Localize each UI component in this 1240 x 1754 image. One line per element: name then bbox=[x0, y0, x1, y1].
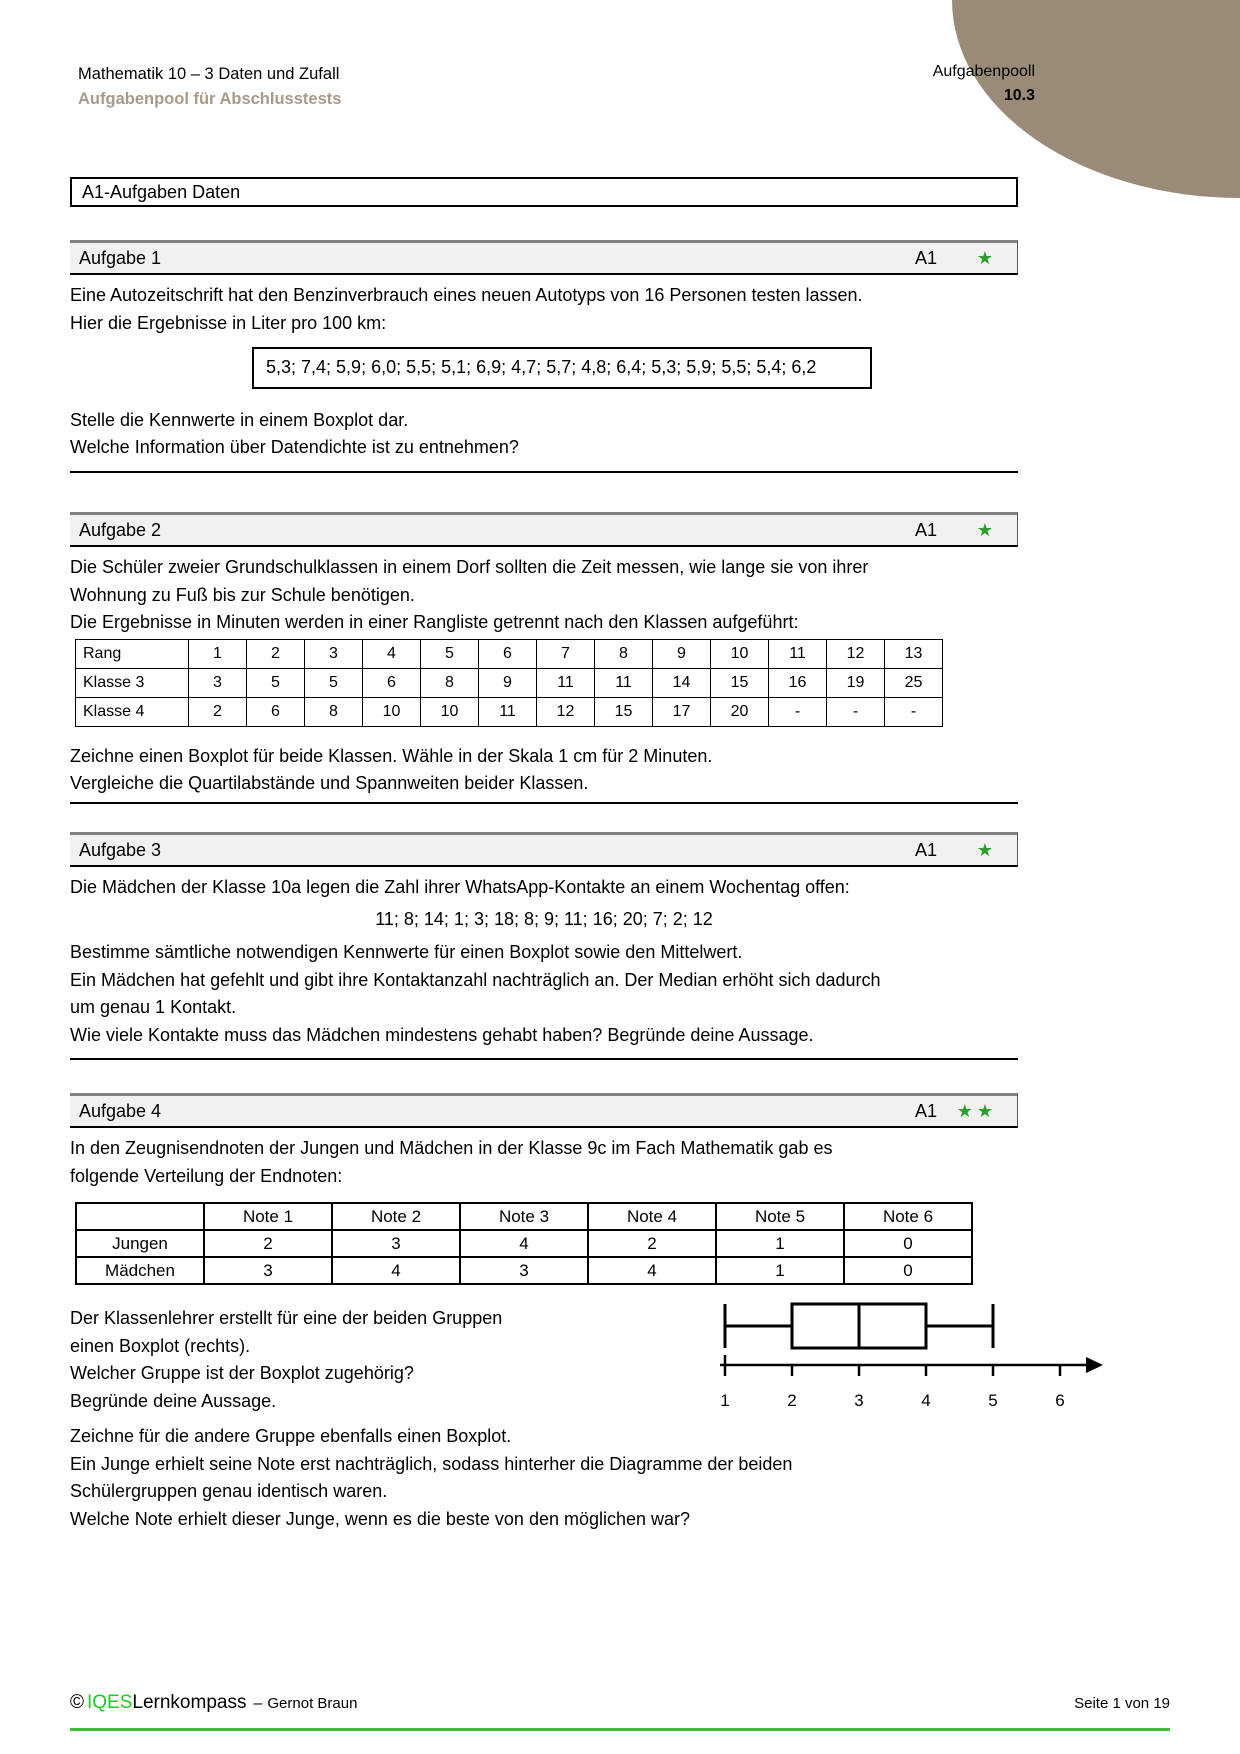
task-3-header-bar bbox=[70, 832, 1018, 867]
task-1 bbox=[70, 240, 1018, 473]
table-cell: Note 5 bbox=[716, 1203, 844, 1230]
table-cell: 1 bbox=[716, 1230, 844, 1257]
paragraph: Vergleiche die Quartilabstände und Spannweiten beider Klassen. bbox=[70, 773, 589, 793]
rank-table bbox=[75, 639, 943, 727]
paragraph: Wohnung zu Fuß bis zur Schule benötigen. bbox=[70, 584, 415, 605]
paragraph: folgende Verteilung der Endnoten: bbox=[70, 1165, 343, 1186]
task-tag: A1 bbox=[914, 839, 937, 860]
page-number: Seite 1 von 19 bbox=[1074, 1695, 1170, 1712]
table-cell: 1 bbox=[189, 639, 247, 668]
copyright-icon: © bbox=[70, 1692, 84, 1713]
star-icon: ★★ bbox=[956, 1100, 997, 1121]
table-row bbox=[76, 1257, 972, 1284]
table-cell: 4 bbox=[588, 1257, 716, 1284]
table-row bbox=[76, 1203, 972, 1230]
table-cell: 6 bbox=[247, 697, 305, 726]
paragraph: Der Klassenlehrer erstellt für eine der beiden Gruppen bbox=[70, 1308, 503, 1328]
task-4-columns bbox=[70, 1305, 1065, 1415]
task-title: Aufgabe 3 bbox=[79, 839, 162, 860]
table-cell: Note 3 bbox=[460, 1203, 588, 1230]
boxplot-figure bbox=[700, 1288, 1110, 1433]
paragraph: Bestimme sämtliche notwendigen Kennwerte für einen Boxplot sowie den Mittelwert. bbox=[70, 942, 743, 962]
star-icon: ★ bbox=[976, 839, 997, 860]
paragraph: Begründe deine Aussage. bbox=[70, 1390, 277, 1411]
table-row bbox=[76, 1230, 972, 1257]
table-cell: 3 bbox=[189, 668, 247, 697]
table-cell: 9 bbox=[479, 668, 537, 697]
star-icon: ★ bbox=[976, 247, 997, 268]
table-cell: Note 1 bbox=[204, 1203, 332, 1230]
paragraph: Die Ergebnisse in Minuten werden in einer Rangliste getrennt nach den Klassen aufgeführt: bbox=[70, 612, 799, 632]
paragraph: Welcher Gruppe ist der Boxplot zugehörig? bbox=[70, 1363, 414, 1383]
table-cell: 6 bbox=[363, 668, 421, 697]
table-cell: 4 bbox=[460, 1230, 588, 1257]
task-3-intro bbox=[70, 874, 1018, 902]
table-cell: - bbox=[885, 697, 943, 726]
paragraph: Die Schüler zweier Grundschulklassen in einem Dorf sollten die Zeit messen, wie lange sie von ihrer bbox=[70, 557, 869, 577]
task-2-header-bar bbox=[70, 512, 1018, 547]
task-4-questions bbox=[70, 1423, 1018, 1533]
table-cell: 2 bbox=[247, 639, 305, 668]
table-cell: Mädchen bbox=[76, 1257, 204, 1284]
footer-brand bbox=[70, 1692, 357, 1714]
task-3-questions bbox=[70, 939, 1018, 1049]
table-cell: Rang bbox=[76, 639, 189, 668]
table-cell: Note 6 bbox=[844, 1203, 972, 1230]
table-cell: 8 bbox=[421, 668, 479, 697]
table-cell: 17 bbox=[653, 697, 711, 726]
table-cell: 15 bbox=[595, 697, 653, 726]
table-cell bbox=[76, 1203, 204, 1230]
table-cell: 2 bbox=[588, 1230, 716, 1257]
table-row bbox=[76, 639, 943, 668]
course-title: Mathematik 10 – 3 Daten und Zufall bbox=[78, 65, 340, 83]
task-4-header-bar bbox=[70, 1093, 1018, 1128]
task-title: Aufgabe 1 bbox=[79, 247, 162, 268]
task-4 bbox=[70, 1093, 1065, 1563]
table-cell: 12 bbox=[827, 639, 885, 668]
axis-tick-label: 1 bbox=[720, 1391, 730, 1410]
paragraph: Welche Information über Datendichte ist zu entnehmen? bbox=[70, 437, 519, 457]
corner-label bbox=[933, 60, 1035, 108]
paragraph: Zeichne für die andere Gruppe ebenfalls einen Boxplot. bbox=[70, 1426, 512, 1446]
axis-tick-label: 4 bbox=[921, 1391, 931, 1410]
table-cell: 5 bbox=[305, 668, 363, 697]
table-cell: 11 bbox=[479, 697, 537, 726]
section-title: A1-Aufgaben Daten bbox=[82, 181, 241, 202]
table-cell: 11 bbox=[537, 668, 595, 697]
task-1-header-bar bbox=[70, 240, 1018, 275]
grades-table bbox=[75, 1202, 973, 1285]
table-cell: 11 bbox=[769, 639, 827, 668]
table-cell: 7 bbox=[537, 639, 595, 668]
paragraph: Stelle die Kennwerte in einem Boxplot dar. bbox=[70, 409, 409, 430]
task-4-intro bbox=[70, 1135, 1018, 1190]
footer-author: Gernot Braun bbox=[267, 1695, 358, 1712]
table-cell: 10 bbox=[711, 639, 769, 668]
axis-arrow-icon bbox=[1086, 1357, 1103, 1373]
table-cell: 3 bbox=[305, 639, 363, 668]
task-tag: A1 bbox=[914, 247, 937, 268]
data-values-box bbox=[252, 347, 872, 389]
table-cell: 8 bbox=[305, 697, 363, 726]
task-2-questions bbox=[70, 743, 1018, 798]
section-title-box bbox=[70, 177, 1018, 207]
table-cell: 4 bbox=[363, 639, 421, 668]
table-cell: Note 2 bbox=[332, 1203, 460, 1230]
page-header bbox=[78, 62, 341, 112]
table-cell: 13 bbox=[885, 639, 943, 668]
table-cell: 2 bbox=[189, 697, 247, 726]
table-cell: 1 bbox=[716, 1257, 844, 1284]
table-cell: 4 bbox=[332, 1257, 460, 1284]
paragraph: einen Boxplot (rechts). bbox=[70, 1335, 251, 1356]
table-cell: - bbox=[827, 697, 885, 726]
paragraph: Wie viele Kontakte muss das Mädchen mindestens gehabt haben? Begründe deine Aussage. bbox=[70, 1024, 814, 1045]
table-cell: 20 bbox=[711, 697, 769, 726]
axis-tick-label: 6 bbox=[1055, 1391, 1065, 1410]
task-tag: A1 bbox=[914, 519, 937, 540]
table-cell: 10 bbox=[421, 697, 479, 726]
table-cell: - bbox=[769, 697, 827, 726]
task-1-questions bbox=[70, 407, 1018, 462]
corner-number: 10.3 bbox=[1003, 87, 1035, 104]
table-row bbox=[76, 668, 943, 697]
paragraph: In den Zeugnisendnoten der Jungen und Mädchen in der Klasse 9c im Fach Mathematik gab es bbox=[70, 1138, 833, 1158]
table-cell: Klasse 4 bbox=[76, 697, 189, 726]
table-cell: 9 bbox=[653, 639, 711, 668]
table-cell: 16 bbox=[769, 668, 827, 697]
task-2 bbox=[70, 512, 1018, 804]
table-cell: 10 bbox=[363, 697, 421, 726]
table-cell: Klasse 3 bbox=[76, 668, 189, 697]
paragraph: Schülergruppen genau identisch waren. bbox=[70, 1481, 388, 1501]
brand-lernkompass: Lernkompass bbox=[132, 1692, 247, 1713]
task-3 bbox=[70, 832, 1018, 1060]
paragraph: Zeichne einen Boxplot für beide Klassen. Wähle in der Skala 1 cm für 2 Minuten. bbox=[70, 745, 713, 766]
page-footer bbox=[70, 1692, 1170, 1714]
brand-iqes: IQES bbox=[87, 1692, 133, 1713]
table-cell: 8 bbox=[595, 639, 653, 668]
table-row bbox=[76, 697, 943, 726]
table-cell: 5 bbox=[421, 639, 479, 668]
table-cell: 3 bbox=[204, 1257, 332, 1284]
data-values-centered: 11; 8; 14; 1; 3; 18; 8; 9; 11; 16; 20; 7; 2; 12 bbox=[375, 908, 713, 929]
table-cell: 15 bbox=[711, 668, 769, 697]
table-cell: 0 bbox=[844, 1257, 972, 1284]
paragraph: Eine Autozeitschrift hat den Benzinverbrauch eines neuen Autotyps von 16 Personen testen lassen. bbox=[70, 285, 863, 305]
task-title: Aufgabe 2 bbox=[79, 519, 162, 540]
table-cell: 3 bbox=[332, 1230, 460, 1257]
axis-tick-label: 2 bbox=[787, 1391, 797, 1410]
paragraph: Ein Junge erhielt seine Note erst nachträglich, sodass hinterher die Diagramme der beiden bbox=[70, 1453, 793, 1474]
paragraph: Hier die Ergebnisse in Liter pro 100 km: bbox=[70, 312, 387, 333]
star-icon: ★ bbox=[976, 519, 997, 540]
table-cell: 3 bbox=[460, 1257, 588, 1284]
task-title: Aufgabe 4 bbox=[79, 1100, 162, 1121]
table-cell: 6 bbox=[479, 639, 537, 668]
task-tag: A1 bbox=[914, 1100, 937, 1121]
table-cell: 12 bbox=[537, 697, 595, 726]
footer-green-line bbox=[70, 1728, 1170, 1731]
table-cell: 11 bbox=[595, 668, 653, 697]
table-cell: 14 bbox=[653, 668, 711, 697]
course-subtitle: Aufgabenpool für Abschlusstests bbox=[78, 90, 342, 108]
corner-pool-label: Aufgabenpooll bbox=[932, 63, 1035, 80]
axis-tick-label: 3 bbox=[854, 1391, 864, 1410]
paragraph: Die Mädchen der Klasse 10a legen die Zahl ihrer WhatsApp-Kontakte an einem Wochentag offen: bbox=[70, 877, 850, 897]
table-cell: 0 bbox=[844, 1230, 972, 1257]
axis-tick-label: 5 bbox=[988, 1391, 998, 1410]
task-1-intro bbox=[70, 282, 1018, 337]
task-2-intro bbox=[70, 554, 1018, 637]
paragraph: Welche Note erhielt dieser Junge, wenn es die beste von den möglichen war? bbox=[70, 1508, 691, 1529]
paragraph: um genau 1 Kontakt. bbox=[70, 997, 237, 1017]
table-cell: 5 bbox=[247, 668, 305, 697]
table-cell: 19 bbox=[827, 668, 885, 697]
task-4-side-text bbox=[70, 1305, 650, 1415]
table-cell: 25 bbox=[885, 668, 943, 697]
paragraph: Ein Mädchen hat gefehlt und gibt ihre Kontaktanzahl nachträglich an. Der Median erhöht sich dadurch bbox=[70, 969, 881, 990]
data-values: 5,3; 7,4; 5,9; 6,0; 5,5; 5,1; 6,9; 4,7; 5,7; 4,8; 6,4; 5,3; 5,9; 5,5; 5,4; 6,2 bbox=[266, 357, 817, 377]
table-cell: Jungen bbox=[76, 1230, 204, 1257]
table-cell: 2 bbox=[204, 1230, 332, 1257]
boxplot bbox=[700, 1288, 1110, 1428]
footer-separator: – bbox=[253, 1695, 263, 1712]
table-cell: Note 4 bbox=[588, 1203, 716, 1230]
